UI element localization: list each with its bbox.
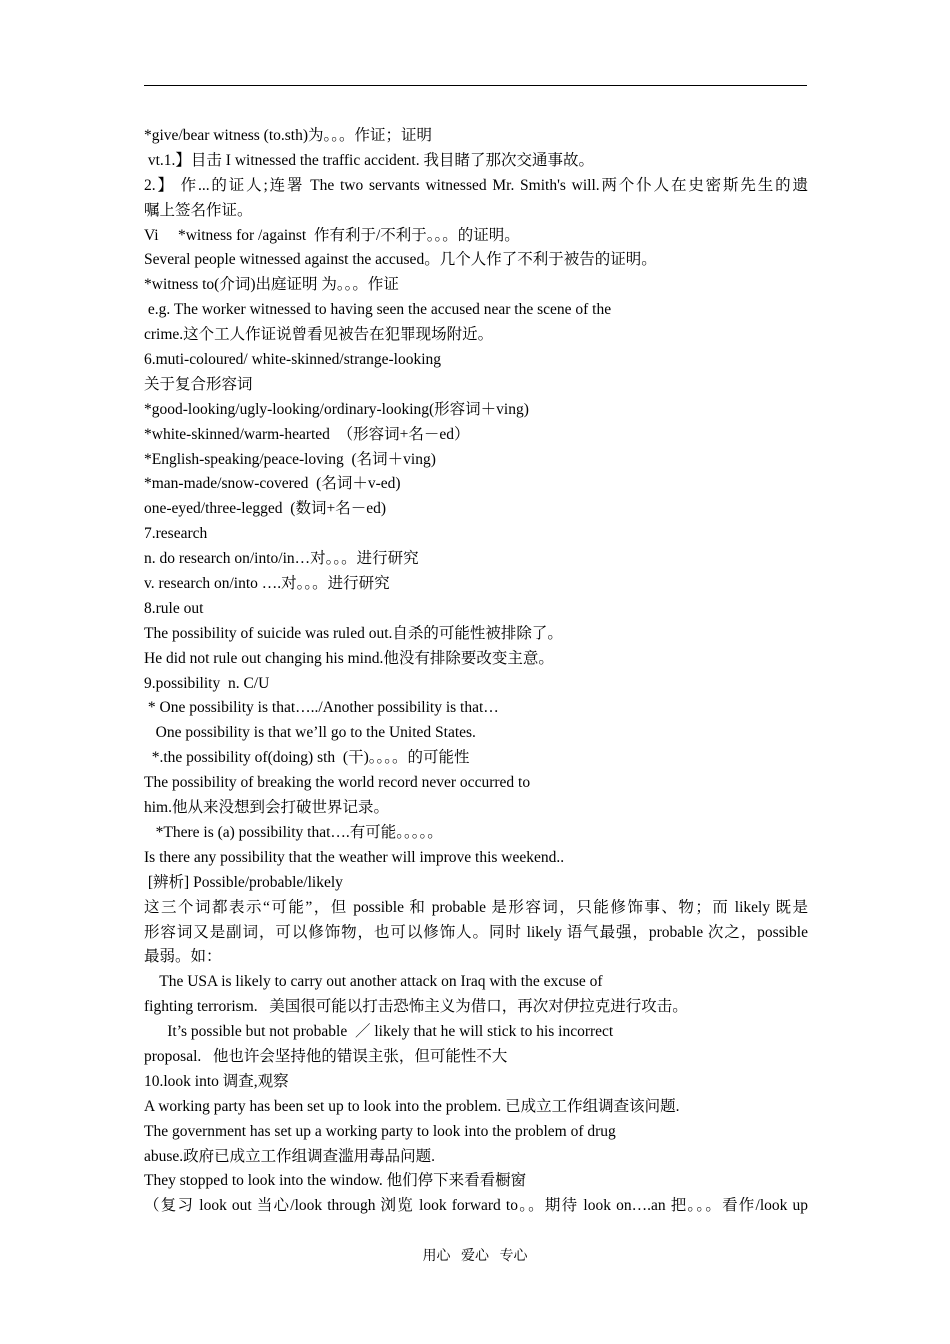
text-line: [辨析] Possible/probable/likely xyxy=(144,873,343,891)
text-line: *give/bear witness (to.sth)为。。。作证；证明 xyxy=(144,127,433,144)
text-line: 10.look into 调查,观察 xyxy=(144,1072,289,1090)
text-line: It’s possible but not probable ／ likely that he will stick to his incorrect xyxy=(144,1023,614,1041)
text-line: v. research on/into ….对。。。进行研究 xyxy=(144,575,390,593)
text-line: him.他从来没想到会打破世界记录。 xyxy=(144,799,389,817)
document-body xyxy=(144,124,808,1219)
text-line: one-eyed/three-legged (数词+名－ed) xyxy=(144,500,387,518)
text-line: The possibility of breaking the world record never occurred to xyxy=(144,774,531,792)
text-line: *white-skinned/warm-hearted （形容词+名－ed） xyxy=(144,425,470,443)
text-line: （复习 look out 当心/look through 浏览 look forward to。。期待 look on….an 把。。。看作/look up xyxy=(144,1197,808,1215)
text-line: One possibility is that we’ll go to the United States. xyxy=(144,724,476,742)
text-line: *English-speaking/peace-loving (名词＋ving) xyxy=(144,450,436,468)
text-line: 6.muti-coloured/ white-skinned/strange-looking xyxy=(144,351,442,369)
text-line: A working party has been set up to look into the problem. 已成立工作组调查该问题. xyxy=(144,1097,680,1115)
text-line: 嘱上签名作证。 xyxy=(144,201,253,219)
text-line: 9.possibility n. C/U xyxy=(144,674,270,692)
text-line: 7.research xyxy=(144,525,208,543)
text-line: He did not rule out changing his mind.他没有排除要改变主意。 xyxy=(144,649,554,667)
text-line: *.the possibility of(doing) sth (干)。。。。的可能性 xyxy=(144,749,470,767)
text-line: crime.这个工人作证说曾看见被告在犯罪现场附近。 xyxy=(144,326,494,344)
text-line: * One possibility is that…../Another possibility is that… xyxy=(144,699,499,717)
header-rule xyxy=(144,85,807,86)
text-line: The government has set up a working party to look into the problem of drug xyxy=(144,1122,616,1140)
text-line: 关于复合形容词 xyxy=(144,375,253,393)
text-line: proposal. 他也许会坚持他的错误主张，但可能性不大 xyxy=(144,1047,508,1065)
text-line: n. do research on/into/in…对。。。进行研究 xyxy=(144,550,419,568)
text-line: 最弱。如： xyxy=(144,948,222,966)
text-line: The USA is likely to carry out another attack on Iraq with the excuse of xyxy=(144,973,603,991)
text-line: *good-looking/ugly-looking/ordinary-looking(形容词＋ving) xyxy=(144,400,529,418)
text-line: abuse.政府已成立工作组调查滥用毒品问题. xyxy=(144,1147,436,1165)
text-line: 2.】 作...的证人;连署 The two servants witnessed Mr. Smith's will.两个仆人在史密斯先生的遗 xyxy=(144,176,808,194)
text-line: *man-made/snow-covered (名词＋v-ed) xyxy=(144,475,401,493)
text-line: 这三个词都表示“可能”，但 possible 和 probable 是形容词，只能修饰事、物；而 likely 既是 xyxy=(144,898,808,916)
text-line: fighting terrorism. 美国很可能以打击恐怖主义为借口，再次对伊拉克进行攻击。 xyxy=(144,998,688,1016)
text-line: 形容词又是副词，可以修饰物，也可以修饰人。同时 likely 语气最强，probable 次之，possible xyxy=(144,923,808,941)
text-line: Is there any possibility that the weather will improve this weekend.. xyxy=(144,848,565,866)
page-footer: 用心 爱心 专心 xyxy=(422,1249,528,1264)
text-line: Several people witnessed against the accused。几个人作了不利于被告的证明。 xyxy=(144,251,657,269)
text-line: 8.rule out xyxy=(144,599,204,617)
text-line: Vi *witness for /against 作有利于/不利于。。。的证明。 xyxy=(144,226,520,244)
text-line: *witness to(介词)出庭证明 为。。。作证 xyxy=(144,276,399,294)
text-line: e.g. The worker witnessed to having seen the accused near the scene of the xyxy=(144,301,612,319)
text-line: The possibility of suicide was ruled out.自杀的可能性被排除了。 xyxy=(144,624,563,642)
text-line: *There is (a) possibility that….有可能。。。。。 xyxy=(144,823,443,841)
text-line: They stopped to look into the window. 他们停下来看看橱窗 xyxy=(144,1172,527,1190)
text-line: vt.1.】目击 I witnessed the traffic accident. 我目睹了那次交通事故。 xyxy=(144,151,594,169)
